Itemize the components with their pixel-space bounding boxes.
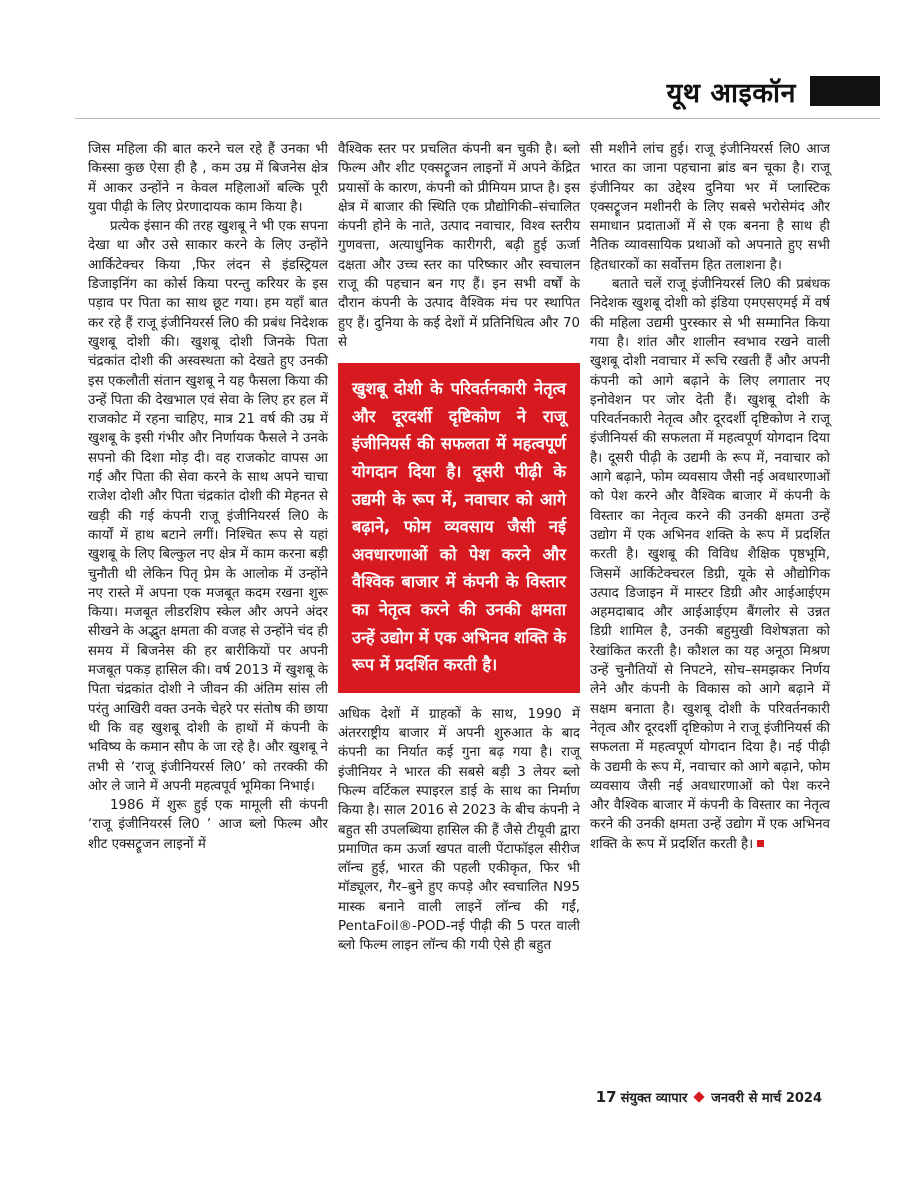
- article-column-3: [590, 140, 830, 854]
- paragraph-last: [590, 275, 830, 854]
- paragraph: वैश्विक स्तर पर प्रचलित कंपनी बन चुकी है। ब्लो फिल्म और शीट एक्सट्रूजन लाइनों में अपने केंद्रित प्रयासों के कारण, कंपनी को प्रीमियम प्राप्त है। इस क्षेत्र में बाजार की स्थिति एक प्रौद्योगिकी–संचालित कंपनी होने के नाते, उत्पाद नवाचार, विश्व स्तरीय गुणवत्ता, अत्याधुनिक कारीगरी, बढ़ी हुई ऊर्जा दक्षता और उच्च स्तर का परिष्कार और स्वचालन राजू की पहचान बन गए हैं। इन सभी वर्षों के दौरान कंपनी के उत्पाद वैश्विक मंच पर स्थापित हुए हैं। दुनिया के कई देशों में प्रतिनिधित्व और 70 से: [338, 142, 580, 350]
- article-column-1: [88, 140, 328, 854]
- section-title: यूथ आइकॉन: [666, 77, 796, 109]
- pull-quote: खुशबू दोशी के परिवर्तनकारी नेतृत्व और दूरदर्शी दृष्टिकोण ने राजू इंजीनियर्स की सफलता में महत्वपूर्ण योगदान दिया है। दूसरी पीढ़ी के उद्यमी के रूप में, नवाचार को आगे बढ़ाने, फोम व्यवसाय जैसी नई अवधारणाओं को पेश करने और वैश्विक बाजार में कंपनी के विस्तार का नेतृत्व करने की उनकी क्षमता उन्हें उद्योग में एक अभिनव शक्ति के रूप में प्रदर्शित करती है।: [338, 363, 580, 693]
- diamond-icon: [694, 1091, 705, 1102]
- page-footer: [596, 1088, 822, 1106]
- section-header: [667, 70, 880, 112]
- section-header-bar: [810, 76, 880, 106]
- paragraph: 1986 में शुरू हुई एक मामूली सी कंपनी ‘राजू इंजीनियरर्स लि0 ’ आज ब्लो फिल्म और शीट एक्सट्रूजन लाइनों में: [88, 798, 328, 852]
- paragraph-text: बताते चलें राजू इंजीनियरर्स लि0 की प्रबंधक निदेशक खुशबू दोशी को इंडिया एमएसएमई में वर्ष की महिला उद्यमी पुरस्कार से भी सम्मानित किया गया है। शांत और शालीन स्वभाव रखने वाली खुशबू दोशी नवाचार में रूचि रखती हैं और अपनी कंपनी को आगे बढ़ाने के लिए लगातार नए इनोवेशन पर जोर देती हैं। खुशबू दोशी के परिवर्तनकारी नेतृत्व और दूरदर्शी दृष्टिकोण ने राजू इंजीनियर्स की सफलता में महत्वपूर्ण योगदान दिया है। दूसरी पीढ़ी के उद्यमी के रूप में, नवाचार को आगे बढ़ाने, फोम व्यवसाय जैसी नई अवधारणाओं को पेश करने और वैश्विक बाजार में कंपनी के विस्तार का नेतृत्व करने की उनकी क्षमता उन्हें उद्योग में एक अभिनव शक्ति के रूप में प्रदर्शित करती है। खुशबू की विविध शैक्षिक पृष्ठभूमि, जिसमें आर्किटेक्चरल डिग्री, यूके से औद्योगिक उत्पाद डिजाइन में मास्टर डिग्री और आईआईएम अहमदाबाद और आईआईएम बैंगलोर से उन्नत डिग्री शामिल है, उनकी बहुमुखी विशेषज्ञता को रेखांकित करती है। कौशल का यह अनूठा मिश्रण उन्हें चुनौतियों से निपटने, सोच–समझकर निर्णय लेने और कंपनी के विकास को आगे बढ़ाने में सक्षम बनाता है। खुशबू दोशी के परिवर्तनकारी नेतृत्व और दूरदर्शी दृष्टिकोण ने राजू इंजीनियर्स की सफलता में महत्वपूर्ण योगदान दिया है। नई पीढ़ी के उद्यमी के रूप में, नवाचार को आगे बढ़ाने, फोम व्यवसाय जैसी नई अवधारणाओं को पेश करने और वैश्विक बाजार में कंपनी के विस्तार का नेतृत्व करने की उनकी क्षमता उन्हें उद्योग में एक अभिनव शक्ति के रूप में प्रदर्शित करती है।: [590, 277, 830, 852]
- article-column-2: [338, 140, 580, 956]
- page-number: 17: [595, 1088, 617, 1106]
- paragraph: सी मशीने लांच हुई। राजू इंजीनियरर्स लि0 आज भारत का जाना पहचाना ब्रांड बन चूका है। राजू इंजीनियर का उद्देश्य दुनिया भर में प्लास्टिक एक्सट्रूजन मशीनरी के लिए सबसे भरोसेमंद और समाधान प्रदाताओं में से एक बनना है साथ ही नैतिक व्यावसायिक प्रथाओं को अपनाते हुए सभी हितधारकों का सर्वोत्तम हित तलाशना है।: [590, 142, 830, 273]
- end-mark-icon: [757, 840, 764, 847]
- paragraph: जिस महिला की बात करने चल रहे हैं उनका भी किस्सा कुछ ऐसा ही है , कम उम्र में बिजनेस क्षेत्र में आकर उन्होंने न केवल महिलाओं बल्कि पूरी युवा पीढ़ी के लिए प्रेरणादायक काम किया है।: [88, 142, 328, 215]
- paragraph: अधिक देशों में ग्राहकों के साथ, 1990 में अंतरराष्ट्रीय बाजार में अपनी शुरुआत के बाद कंपनी का निर्यात कई गुना बढ़ गया है। राजू इंजीनियर ने भारत की सबसे बड़ी 3 लेयर ब्लो फिल्म वर्टिकल स्पाइरल डाई के साथ का निर्माण किया है। साल 2016 से 2023 के बीच कंपनी ने बहुत सी उपलब्धिया हासिल की हैं जैसे टीयूवी द्वारा प्रमाणित कम ऊर्जा खपत वाली पेंटाफॉइल सीरीज लॉन्च हुई, भारत की पहली एकीकृत, फिर भी मॉड्यूलर, गैर–बुने हुए कपड़े और स्वचालित N95 मास्क बनाने वाली लाइनें लॉन्च की गईं, PentaFoil®-POD-नई पीढ़ी की 5 परत वाली ब्लो फिल्म लाइन लॉन्च की गयी ऐसे ही बहुत: [338, 706, 580, 954]
- magazine-name: संयुक्त व्यापार: [620, 1091, 688, 1106]
- header-divider: [75, 118, 880, 119]
- paragraph: प्रत्येक इंसान की तरह खुशबू ने भी एक सपना देखा था और उसे साकार करने के लिए उन्होंने आर्किटेक्चर किया ,फिर लंदन से इंडस्ट्रियल डिजाइनिंग का कोर्स किया परन्तु करियर के इस पड़ाव पर पिता का साथ छूट गया। हम यहाँ बात कर रहे हैं राजू इंजीनियरर्स लि0 की प्रबंध निदेशक खुशबू दोशी की। खुशबू दोशी जिनके पिता चंद्रकांत दोशी की अस्वस्थता को देखते हुए उनकी इस एकलौती संतान खुशबू ने यह फैसला किया की उन्हें पिता की देखभाल एवं सेवा के लिए हर हल में राजकोट में रहना चाहिए, मात्र 21 वर्ष की उम्र में खुशबू के इसी गंभीर और निर्णायक फैसले ने उनके सपनो की दिशा मोड़ दी। वह राजकोट वापस आ गई और पिता की सेवा करने के साथ अपने चाचा राजेश दोशी और पिता चंद्रकांत दोशी की मेहनत से खड़ी की गई कंपनी राजू इंजीनियरर्स लि0 के कार्यों में हाथ बटाने लगीं। निश्चित रूप से यहां खुशबू के लिए बिल्कुल नए क्षेत्र में काम करना बड़ी चुनौती थी लेकिन पितृ प्रेम के आलोक में उन्होंने नए रास्ते में अपना एक मजबूत कदम रखना शुरू किया। मजबूत लीडरशिप स्केल और अपने अंदर सीखने के अद्भुत क्षमता की वजह से उन्होंने चंद ही समय में बिजनेस की हर बारीकियों पर अपनी मजबूत पकड़ हासिल की। वर्ष 2013 में खुशबू के पिता चंद्रकांत दोशी ने जीवन की अंतिम सांस ली परंतु आखिरी वक्त उनके चेहरे पर संतोष की छाया थी कि वह खुशबू दोशी के हाथों में कंपनी के भविष्य के कमान सौप के जा रहे है। और खुशबू ने तभी से ‘राजू इंजीनियरर्स लि0’ को तरक्की की ओर ले जाने में अपनी महत्वपूर्व भूमिका निभाई।: [88, 219, 328, 794]
- issue-date: जनवरी से मार्च 2024: [711, 1091, 822, 1106]
